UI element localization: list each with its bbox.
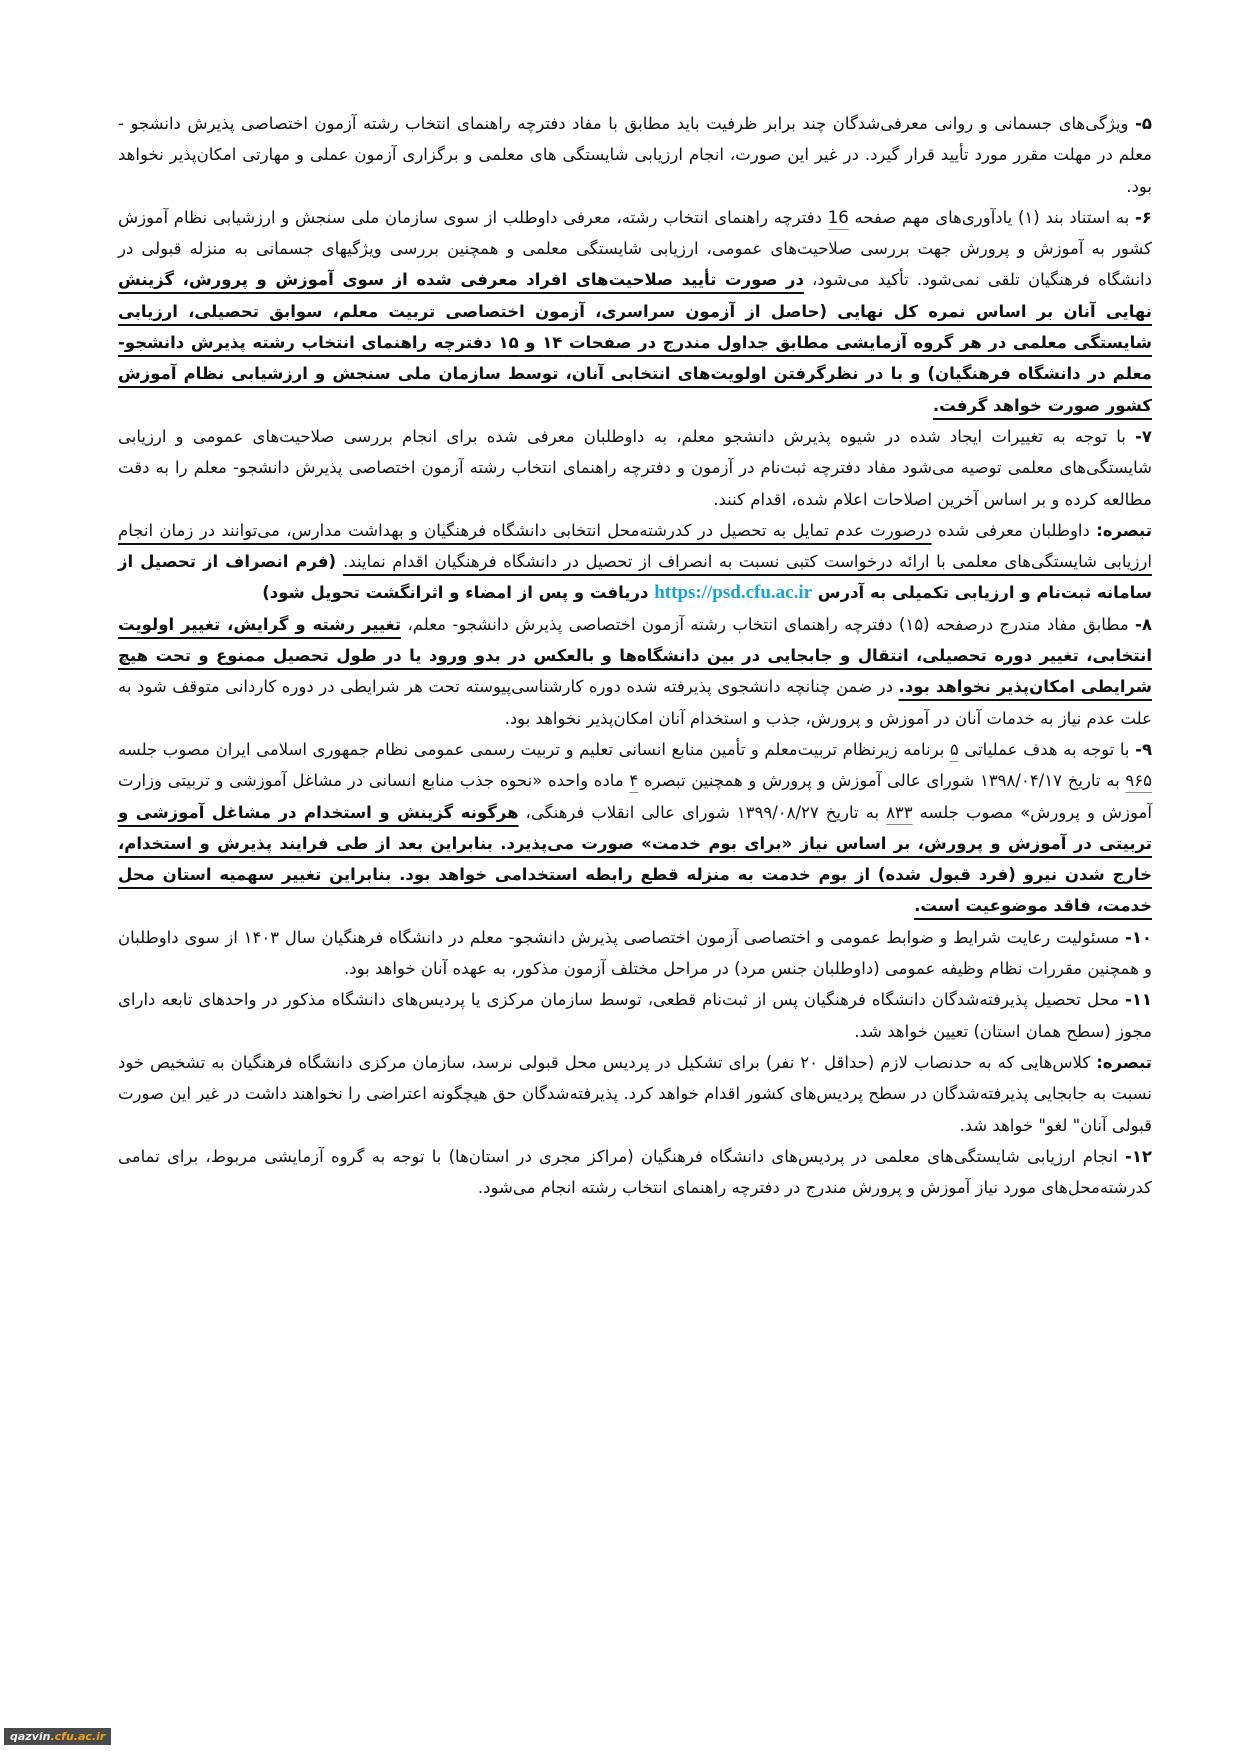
note-label: تبصره:: [1096, 520, 1152, 540]
note-withdrawal: [118, 515, 1152, 609]
watermark-city: qazvin: [10, 1730, 51, 1743]
item-number: ۱۱-: [1124, 990, 1152, 1010]
registration-system-link[interactable]: https://psd.cfu.ac.ir: [654, 582, 813, 604]
item-number: ۱۲-: [1124, 1146, 1152, 1166]
item-number: ۵-: [1135, 114, 1152, 133]
paragraph-text: داوطلبان معرفی شده: [931, 520, 1097, 540]
emphasis-text: هرگونه گزینش و استخدام در مشاغل آموزشی و تربیتی در آموزش و پرورش، بر اساس نیاز «برای بوم خدمت» صورت می‌پذیرد. بنابراین بعد از طی فرایند پذیرش و استخدام، خارج شدن نیرو (فرد قبول شده) از بوم خدمت به منزله قطع رابطه استخدامی خواهد بود. بنابراین تغییر سهمیه استان محل خدمت، فاقد موضوعیت است.: [118, 802, 1152, 916]
paragraph-6: [118, 202, 1152, 421]
paragraph-11: [118, 984, 1152, 1047]
emphasis-text: تغییر رشته و گرایش، تغییر اولویت انتخابی، تغییر دوره تحصیلی، انتقال و جابجایی در بین دانشگاه‌ها و بالعکس در بدو ورود یا در طول تحصیل ممنوع و تحت هیچ شرایطی امکان‌پذیر نخواهد بود.: [118, 614, 1153, 697]
paragraph-text: محل تحصیل پذیرفته‌شدگان دانشگاه فرهنگیان پس از ثبت‌نام قطعی، توسط سازمان مرکزی یا پردیس‌های دانشگاه مذکور در واحدهای تابعه دارای مجوز (سطح همان استان) تعیین خواهد شد.: [118, 990, 1152, 1041]
paragraph-text: کلاس‌هایی که به حدنصاب لازم (حداقل ۲۰ نفر) برای تشکیل در پردیس محل قبولی نرسد، سازمان مرکزی دانشگاه فرهنگیان به تشخیص خود نسبت به جابجایی پذیرفته‌شدگان در سطح پردیس‌های کشور اقدام خواهد کرد. پذیرفته‌شدگان حق هیچگونه اعتراضی را نخواهند داشت در غیر این صورت قبولی آنان" لغو" خواهد شد.: [118, 1052, 1152, 1135]
paragraph-text: دفترچه راهنمای انتخاب رشته، معرفی داوطلب از سوی سازمان ملی سنجش و ارزشیابی نظام آموزش کشور به آموزش و پرورش جهت بررسی صلاحیت‌های عمومی، ارزیابی شایستگی معلمی و همچنین بررسی ویژگیهای جسمانی به منزله قبولی در دانشگاه فرهنگیان تلقی نمی‌شود. تأکید می‌شود،: [118, 207, 1152, 290]
paragraph-text: به تاریخ ۱۳۹۸/۰۴/۱۷ شورای عالی آموزش و پرورش و همچنین تبصره: [638, 771, 1126, 791]
paragraph-text: به تاریخ ۱۳۹۹/۰۸/۲۷ شورای عالی انقلاب فرهنگی،: [518, 802, 887, 822]
underlined-text: درصورت عدم تمایل به تحصیل در کدرشته‌محل انتخابی دانشگاه فرهنگیان و بهداشت مدارس، می‌توانند در زمان انجام ارزیابی شایستگی‌های معلمی با ارائه درخواست کتبی نسبت به انصراف از تحصیل در دانشگاه فرهنگیان اقدام نمایند.: [118, 520, 1152, 572]
item-number: ۹-: [1135, 739, 1153, 759]
page-reference: 16: [827, 207, 849, 227]
paragraph-text: ویژگی‌های جسمانی و روانی معرفی‌شدگان چند برابر ظرفیت باید مطابق با مفاد دفترچه راهنمای انتخاب رشته آزمون اختصاصی پذیرش دانشجو - معلم در مهلت مقرر مورد تأیید قرار گیرد. در غیر این صورت، انجام ارزیابی شایستگی های معلمی و برگزاری آزمون عملی و مهارتی امکان‌پذیر نخواهد بود.: [118, 114, 1152, 196]
paragraph-text: به استناد بند (۱) یادآوری‌های مهم صفحه: [848, 207, 1136, 227]
paragraph-text: مسئولیت رعایت شرایط و ضوابط عمومی و اختصاصی آزمون اختصاصی پذیرش دانشجو- معلم در دانشگاه فرهنگیان سال ۱۴۰۳ از سوی داوطلبان و همچنین مقررات نظام وظیفه عمومی (داوطلبان جنس مرد) در مراحل مختلف آزمون مذکور، به عهده آنان خواهد بود.: [118, 927, 1152, 979]
note-class-minimum: [118, 1047, 1152, 1141]
item-number: ۶-: [1135, 207, 1152, 227]
paragraph-7: [118, 421, 1152, 515]
reference-number: ۹۶۵: [1125, 771, 1152, 791]
paragraph-5: [118, 108, 1152, 202]
site-watermark: [4, 1728, 111, 1745]
reference-number: ۵: [949, 739, 959, 759]
paragraph-text: با توجه به تغییرات ایجاد شده در شیوه پذیرش دانشجو معلم، به داوطلبان معرفی شده برای انجام بررسی صلاحیت‌های عمومی و ارزیابی شایستگی‌های معلمی توصیه می‌شود مفاد دفترچه ثبت‌نام در آزمون و دفترچه راهنمای انتخاب رشته آزمون اختصاصی پذیرش دانشجو- معلم را به دقت مطالعه کرده و بر اساس آخرین اصلاحات اعلام شده، اقدام کنند.: [118, 426, 1152, 509]
paragraph-8: [118, 609, 1152, 734]
paragraph-10: [118, 922, 1152, 985]
item-number: ۷-: [1135, 426, 1152, 446]
paragraph-text: برنامه زیرنظام تربیت‌معلم و تأمین منابع انسانی تعلیم و تربیت رسمی عمومی نظام جمهوری اسلامی ایران مصوب جلسه: [118, 739, 950, 759]
paragraph-text: در ضمن چنانچه دانشجوی پذیرفته شده دوره کارشناسی‌پیوسته تحت هر شرایطی در دوره کاردانی متوقف شود به علت عدم نیاز به خدمات آنان در آموزش و پرورش، جذب و استخدام آنان امکان‌پذیر نخواهد بود.: [118, 677, 1152, 728]
reference-number: ۸۳۳: [886, 802, 913, 822]
paragraph-text: با توجه به هدف عملیاتی: [958, 739, 1136, 759]
document-page: [118, 108, 1152, 1203]
emphasis-text: در صورت تأیید صلاحیت‌های افراد معرفی شده از سوی آموزش و پرورش، گزینش نهایی آنان بر اساس نمره کل نهایی (حاصل از آزمون سراسری، آزمون اختصاصی تربیت معلم، سوابق تحصیلی، ارزیابی شایستگی معلمی در هر گروه آزمایشی مطابق جداول مندرج در صفحات ۱۴ و ۱۵ دفترچه راهنمای انتخاب رشته پذیرش دانشجو- معلم در دانشگاه فرهنگیان) و با در نظرگرفتن اولویت‌های انتخابی آنان، توسط سازمان ملی سنجش و ارزشیابی نظام آموزش کشور صورت خواهد گرفت.: [118, 270, 1152, 415]
note-label: تبصره:: [1096, 1052, 1152, 1072]
watermark-domain: .cfu.ac.ir: [50, 1730, 106, 1743]
bold-text: (فرم انصراف از تحصیل از سامانه ثبت‌نام و ارزیابی تکمیلی به آدرس: [118, 552, 1152, 603]
paragraph-9: [118, 734, 1152, 922]
paragraph-text: انجام ارزیابی شایستگی‌های معلمی در پردیس‌های دانشگاه فرهنگیان (مراکز مجری در استان‌ها) با توجه به گروه آزمایشی مربوط، برای تمامی کدرشته‌محل‌های مورد نیاز آموزش و پرورش مندرج در دفترچه راهنمای انتخاب رشته انجام می‌شود.: [118, 1146, 1152, 1198]
paragraph-12: [118, 1141, 1152, 1204]
reference-number: ۴: [629, 771, 639, 791]
item-number: ۸-: [1135, 614, 1152, 634]
paragraph-text: مطابق مفاد مندرج درصفحه (۱۵) دفترچه راهنمای انتخاب رشته آزمون اختصاصی پذیرش دانشجو- معلم،: [401, 614, 1136, 634]
bold-text: دریافت و پس از امضاء و اثرانگشت تحویل شود): [262, 583, 655, 603]
item-number: ۱۰-: [1124, 927, 1152, 947]
paragraph-text: ماده واحده «نحوه جذب منابع انسانی در مشاغل آموزشی و تربیتی وزارت آموزش و پرورش» مصوب جلسه: [118, 771, 1152, 822]
